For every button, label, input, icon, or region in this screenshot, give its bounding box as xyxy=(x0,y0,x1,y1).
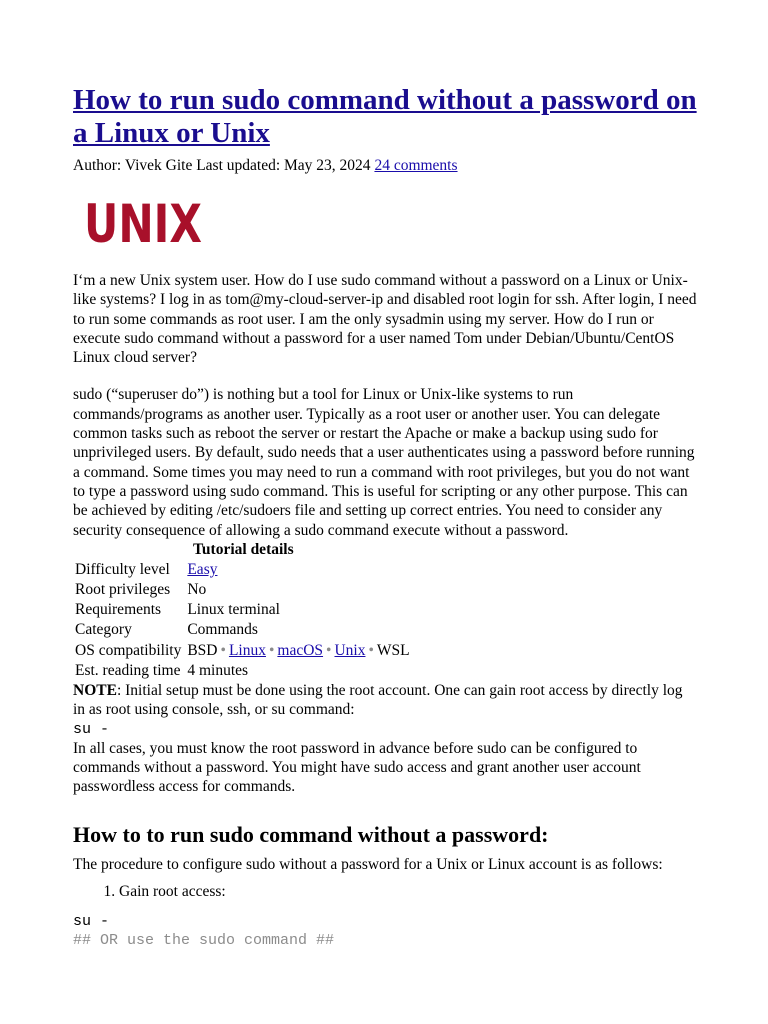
title-link[interactable]: How to run sudo command without a password on a Linux or Unix xyxy=(73,84,697,149)
requirements-value: Linux terminal xyxy=(187,601,280,619)
note-paragraph xyxy=(73,681,698,720)
os-linux-link[interactable]: Linux xyxy=(228,641,266,659)
note-text: : Initial setup must be done using the root account. One can gain root access by directly log in as root using console, ssh, or su command: xyxy=(73,682,683,719)
section-heading: How to to run sudo command without a password: xyxy=(73,821,549,847)
difficulty-label: Difficulty level xyxy=(75,560,170,578)
difficulty-value xyxy=(185,560,413,580)
list-item: 1. Gain root access: xyxy=(119,882,698,902)
os-macos-link[interactable]: macOS xyxy=(277,641,324,659)
os-bsd: BSD xyxy=(187,641,218,659)
separator-dot: • xyxy=(326,641,332,659)
steps-list xyxy=(73,882,698,902)
tutorial-details-table xyxy=(73,540,414,681)
separator-dot: • xyxy=(268,641,275,659)
body-paragraph: sudo (“superuser do”) is nothing but a tool for Linux or Unix-like systems to run commands/programs as another user. Typically as a root user or another user. You can delegate common tasks such as reboot the server or restart the Apache or make a backup using sudo for unprivileged users. By default, sudo needs that a user authenticates using a password before running a command. Some times you may need to run a command with root privileges, but you do not want to type a password using sudo command. This is useful for scripting or any other purpose. This can be achieved by editing /etc/sudoers file and setting up correct entries. You need to consider any security consequence of allowing a sudo command execute without a password. xyxy=(73,386,695,539)
root-value: No xyxy=(187,581,207,599)
unix-logo xyxy=(83,194,203,255)
root-label: Root privileges xyxy=(75,581,171,599)
os-unix-link[interactable]: Unix xyxy=(334,641,366,659)
table-row xyxy=(73,661,414,681)
category-value: Commands xyxy=(187,621,258,639)
updated-label: Last updated: May 23, 2024 xyxy=(196,157,371,174)
reading-value: 4 minutes xyxy=(187,661,249,679)
intro-paragraph: I‘m a new Unix system user. How do I use sudo command without a password on a Linux or Unix-like systems? I log in as tom@my-cloud-server-ip and disabled root login for ssh. After login, I need to run some commands as root user. I am the only sysadmin using my server. How do I run or execute sudo command without a password for a user named Tom under Debian/Ubuntu/CentOS Linux cloud server? xyxy=(73,272,697,367)
code-block xyxy=(73,912,698,950)
separator-dot: • xyxy=(368,641,374,659)
article-meta xyxy=(73,156,698,176)
code-su: su - xyxy=(73,720,110,738)
requirements-label: Requirements xyxy=(75,601,162,619)
os-value xyxy=(185,641,413,661)
table-row xyxy=(73,580,414,600)
article xyxy=(73,84,698,950)
author-label: Author: Vivek Gite xyxy=(73,157,193,174)
table-row xyxy=(73,600,414,620)
table-row xyxy=(73,620,414,640)
comments-link[interactable]: 24 comments xyxy=(374,157,458,174)
table-row xyxy=(73,641,414,661)
separator-dot: • xyxy=(220,641,226,659)
page-title xyxy=(73,84,698,150)
code-line: su - xyxy=(73,912,110,930)
logo-text: UNIX xyxy=(84,194,202,255)
tutorial-caption: Tutorial details xyxy=(193,540,294,558)
code-comment: ## OR use the sudo command ## xyxy=(73,931,335,949)
note-label: NOTE xyxy=(73,682,117,700)
reading-label: Est. reading time xyxy=(75,661,181,679)
section-intro: The procedure to configure sudo without a password for a Unix or Linux account is as follows: xyxy=(73,855,663,873)
difficulty-link[interactable]: Easy xyxy=(187,560,218,578)
os-wsl: WSL xyxy=(376,641,410,659)
category-label: Category xyxy=(75,621,132,639)
os-label: OS compatibility xyxy=(75,641,182,659)
note-after-paragraph: In all cases, you must know the root password in advance before sudo can be configured to commands without a password. You might have sudo access and grant another user account passwordless access for commands. xyxy=(73,739,641,796)
table-row xyxy=(73,560,414,580)
